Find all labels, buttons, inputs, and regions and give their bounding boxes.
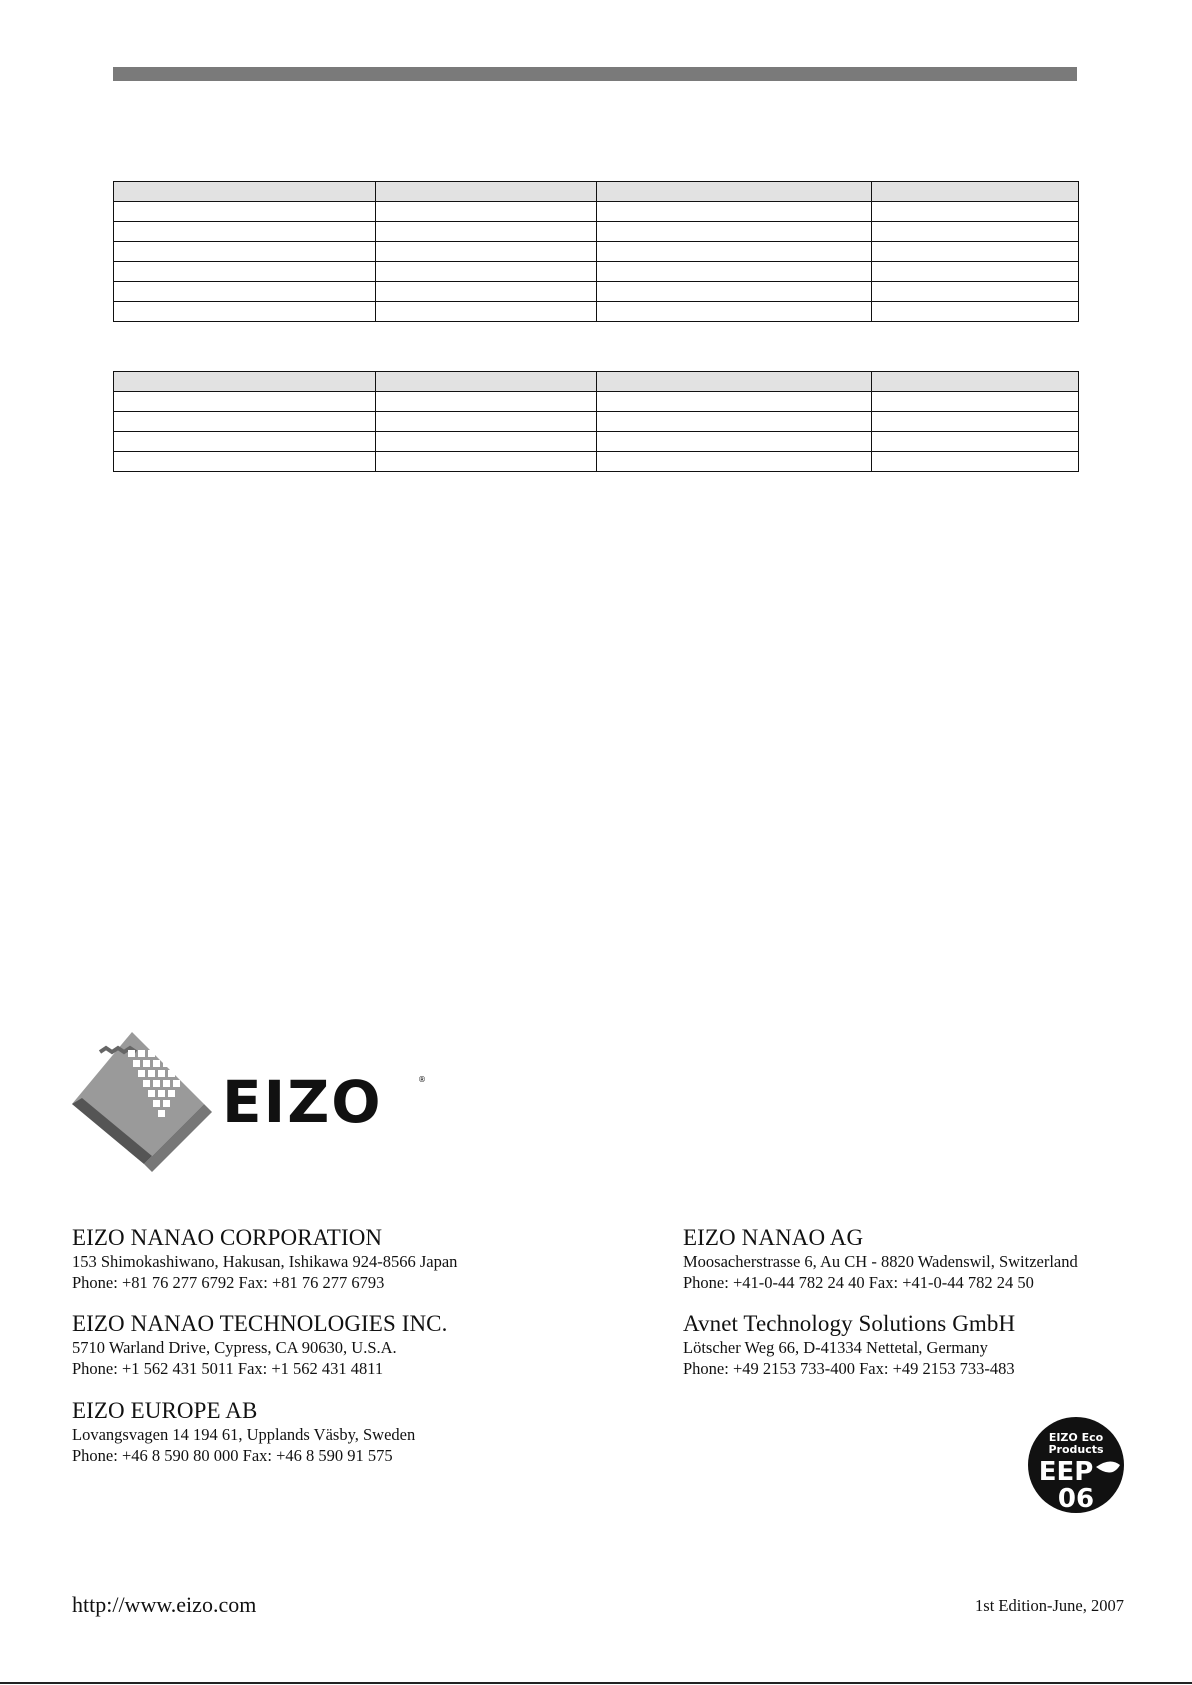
svg-text:®: ®: [418, 1075, 426, 1084]
logo-text: EIZO: [222, 1068, 383, 1136]
company-address: Lovangsvagen 14 194 61, Upplands Väsby, Sweden: [72, 1425, 416, 1444]
address-block-avnet: [683, 1310, 1015, 1379]
eizo-logo-icon: [72, 1030, 432, 1175]
table-row: [114, 392, 1079, 412]
eco-badge-mark: EEP: [1038, 1457, 1094, 1487]
address-block-eizo-nanao-ag: [683, 1224, 1078, 1293]
eco-badge-number: 06: [1057, 1484, 1095, 1514]
eco-badge-line2: Products: [1048, 1443, 1104, 1456]
table-header-row: [114, 182, 1079, 202]
table-row: [114, 242, 1079, 262]
company-phone: Phone: +41-0-44 782 24 40 Fax: +41-0-44 782 24 50: [683, 1273, 1034, 1292]
table-row: [114, 432, 1079, 452]
blank-table-1: [113, 181, 1079, 322]
table-row: [114, 452, 1079, 472]
footer-rule: [0, 1682, 1192, 1684]
company-name: EIZO NANAO TECHNOLOGIES INC.: [72, 1311, 448, 1336]
blank-table-2: [113, 371, 1079, 472]
eco-products-badge-icon: [1026, 1415, 1126, 1515]
address-block-eizo-nanao-technologies: [72, 1310, 447, 1379]
company-name: EIZO NANAO AG: [683, 1225, 864, 1250]
address-block-eizo-nanao-corporation: [72, 1224, 457, 1293]
edition-date: 1st Edition-June, 2007: [975, 1596, 1124, 1615]
table-row: [114, 202, 1079, 222]
eco-badge-line1: EIZO Eco: [1048, 1431, 1104, 1444]
table-row: [114, 302, 1079, 322]
website-url: http://www.eizo.com: [72, 1592, 257, 1617]
company-phone: Phone: +81 76 277 6792 Fax: +81 76 277 6793: [72, 1273, 385, 1292]
company-phone: Phone: +49 2153 733-400 Fax: +49 2153 733-483: [683, 1359, 1015, 1378]
company-phone: Phone: +46 8 590 80 000 Fax: +46 8 590 91 575: [72, 1446, 393, 1465]
company-phone: Phone: +1 562 431 5011 Fax: +1 562 431 4811: [72, 1359, 384, 1378]
company-name: EIZO EUROPE AB: [72, 1398, 258, 1423]
company-address: 5710 Warland Drive, Cypress, CA 90630, U.S.A.: [72, 1338, 397, 1357]
company-name: EIZO NANAO CORPORATION: [72, 1225, 383, 1250]
company-name: Avnet Technology Solutions GmbH: [683, 1311, 1016, 1336]
table-header-row: [114, 372, 1079, 392]
header-rule: [113, 67, 1077, 81]
company-address: Moosacherstrasse 6, Au CH - 8820 Wadenswil, Switzerland: [683, 1252, 1078, 1271]
table-row: [114, 262, 1079, 282]
table-row: [114, 222, 1079, 242]
address-block-eizo-europe: [72, 1397, 415, 1466]
company-address: 153 Shimokashiwano, Hakusan, Ishikawa 924-8566 Japan: [72, 1252, 458, 1271]
table-row: [114, 282, 1079, 302]
table-row: [114, 412, 1079, 432]
company-address: Lötscher Weg 66, D-41334 Nettetal, Germany: [683, 1338, 988, 1357]
